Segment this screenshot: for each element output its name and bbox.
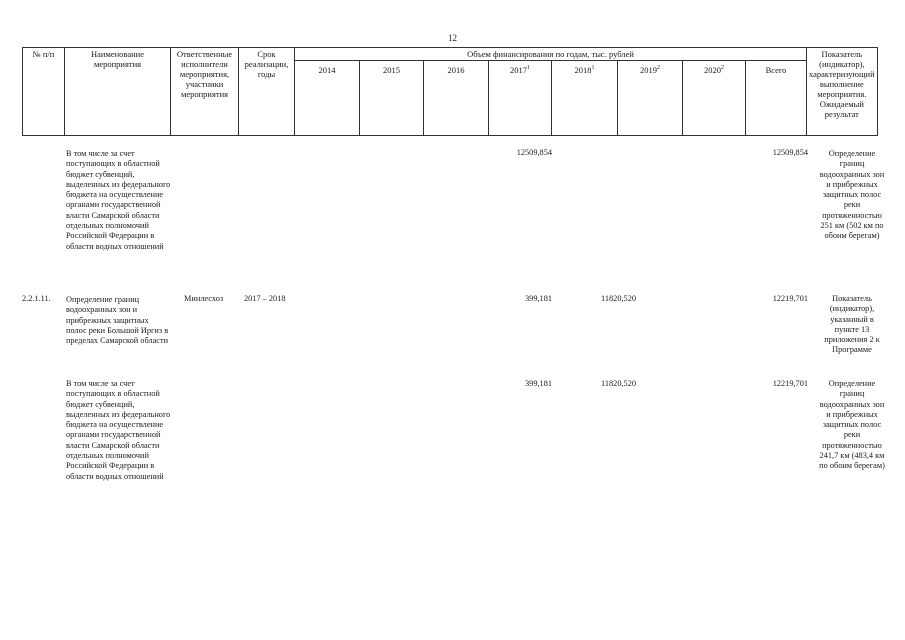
header-year-2020: 2020$^2$: [683, 61, 746, 136]
header-year-2018: 2018$^1$: [552, 61, 618, 136]
row2-indicator: Показатель (индикатор), указанный в пункте 13 приложения 2 к Программе: [824, 294, 880, 355]
row2-total: 12219,701: [772, 294, 808, 303]
header-number: № п/п: [23, 48, 65, 136]
header-indicator: Показатель (индикатор), характеризующий выполнение мероприятия. Ожидаемый результат: [807, 48, 878, 136]
row1-value-2017: 12509,854: [516, 148, 552, 157]
row2-number: 2.2.1.11.: [22, 294, 51, 303]
header-year-2016: 2016: [424, 61, 489, 136]
header-financing: Объем финансирования по годам, тыс. рублей: [295, 48, 807, 61]
row1-indicator: Определение границ водоохранных зон и прибрежных защитных полос реки протяженностью 251 км (502 км по обоим берегам): [819, 149, 885, 241]
header-term: Срок реализации, годы: [239, 48, 295, 136]
row1-total: 12509,854: [772, 148, 808, 157]
header-year-2014: 2014: [295, 61, 360, 136]
row2-term: 2017 – 2018: [244, 294, 286, 303]
row3-value-2018: 11820,520: [601, 379, 636, 388]
header-year-2019: 2019$^2$: [618, 61, 683, 136]
row3-value-2017: 399,181: [525, 379, 552, 388]
header-name: Наименование мероприятия: [65, 48, 171, 136]
row2-executor: Минлесхоз: [184, 294, 224, 303]
row3-total: 12219,701: [772, 379, 808, 388]
row3-description: В том числе за счет поступающих в областной бюджет субвенций, выделенных из федерального бюджета на осуществление органами государственной власти Самарской области отдельных полномочий Российской Федерации в области водных отношений: [66, 379, 171, 481]
page-number: 12: [448, 33, 457, 43]
header-year-2017: 2017$^1$: [489, 61, 552, 136]
header-year-2015: 2015: [360, 61, 424, 136]
header-executor: Ответственные исполнители мероприятия, участники мероприятия: [171, 48, 239, 136]
header-total: Всего: [746, 61, 807, 136]
row3-indicator: Определение границ водоохранных зон и прибрежных защитных полос реки протяженностью 241,7 км (483,4 км по обоим берегам): [819, 379, 885, 471]
row2-description: Определение границ водоохранных зон и прибрежных защитных полос реки Большой Иргиз в пределах Самарской области: [66, 295, 169, 346]
row2-value-2018: 11820,520: [601, 294, 636, 303]
row2-value-2017: 399,181: [525, 294, 552, 303]
table-header: [22, 47, 878, 136]
row1-description: В том числе за счет поступающих в областной бюджет субвенций, выделенных из федерального бюджета на осуществление органами государственной власти Самарской области отдельных полномочий Российской Федерации в области водных отношений: [66, 149, 171, 251]
